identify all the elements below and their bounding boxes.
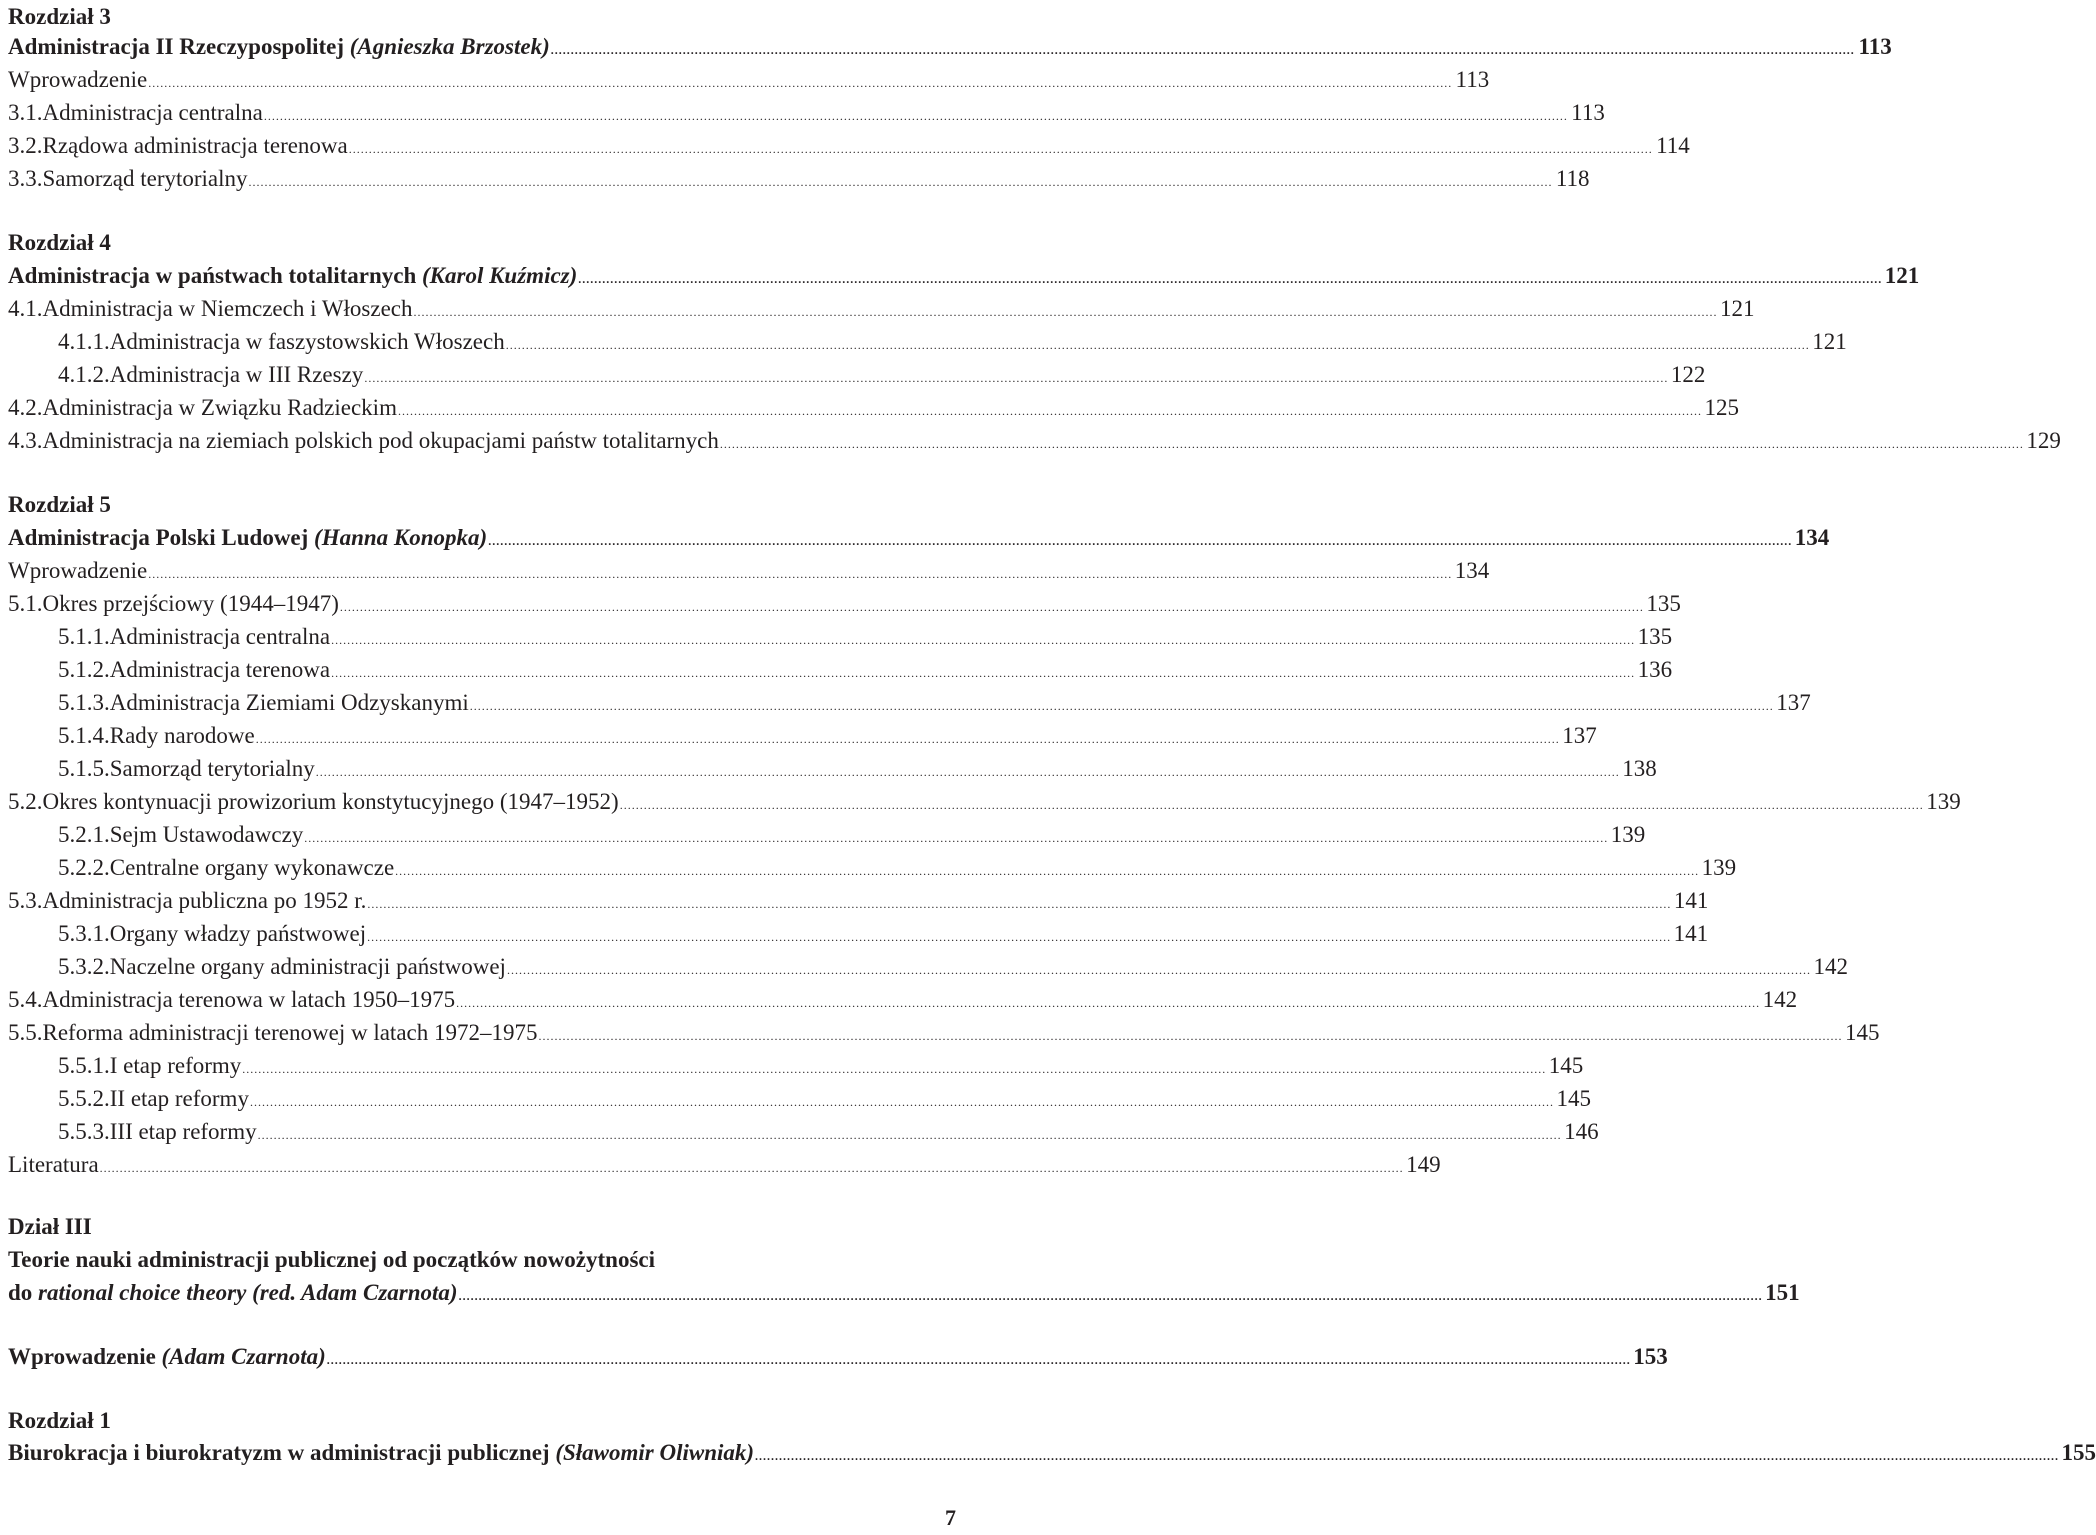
entry-author: (Sławomir Oliwniak) bbox=[555, 1440, 755, 1465]
toc-entry[interactable] bbox=[8, 587, 1681, 620]
toc-entry[interactable] bbox=[8, 884, 1709, 917]
toc-entry-bold[interactable] bbox=[8, 30, 1892, 63]
toc-entry-bold[interactable] bbox=[8, 1436, 2096, 1469]
entry-number: 4.2. bbox=[8, 395, 43, 420]
section-heading: Dział III bbox=[8, 1214, 92, 1239]
entry-page: 139 bbox=[1610, 822, 1646, 847]
entry-page: 114 bbox=[1656, 133, 1690, 158]
entry-page: 141 bbox=[1673, 888, 1709, 913]
dot-leader bbox=[720, 428, 2024, 461]
entry-title: Administracja publiczna po 1952 r. bbox=[42, 888, 367, 913]
entry-number: 5.1.1. bbox=[58, 624, 110, 649]
toc-entry-bold[interactable] bbox=[8, 521, 1830, 554]
entry-page: 121 bbox=[1884, 263, 1920, 288]
section-title: Teorie nauki administracji publicznej od początków nowożytności bbox=[8, 1247, 656, 1272]
entry-page: 137 bbox=[1776, 690, 1811, 715]
entry-title-text: Administracja w państwach totalitarnych bbox=[8, 263, 417, 288]
toc-entry[interactable] bbox=[58, 358, 1706, 391]
entry-title: Administracja na ziemiach polskich pod okupacjami państw totalitarnych bbox=[42, 428, 719, 453]
entry-number: 5.5.3. bbox=[58, 1119, 110, 1144]
entry-page: 151 bbox=[1765, 1280, 1800, 1305]
entry-title: Samorząd terytorialny bbox=[109, 756, 315, 781]
entry-page: 145 bbox=[1844, 1020, 1880, 1045]
entry-page: 113 bbox=[1858, 34, 1892, 59]
toc-entry[interactable] bbox=[58, 917, 1709, 950]
entry-title-text: do bbox=[8, 1280, 33, 1305]
toc-entry[interactable] bbox=[8, 785, 1961, 818]
entry-page: 129 bbox=[2026, 428, 2061, 453]
entry-page: 125 bbox=[1704, 395, 1739, 420]
entry-number: 4.3. bbox=[8, 428, 43, 453]
entry-title: Administracja terenowa w latach 1950–1975 bbox=[42, 987, 456, 1012]
entry-author: (Hanna Konopka) bbox=[314, 525, 488, 550]
entry-number: 5.2.2. bbox=[58, 855, 110, 880]
toc-entry[interactable] bbox=[8, 554, 1490, 587]
toc-entry[interactable] bbox=[8, 1148, 1441, 1181]
dot-leader bbox=[100, 1152, 1404, 1185]
toc-entry[interactable] bbox=[8, 391, 1739, 424]
entry-page: 118 bbox=[1555, 166, 1590, 191]
toc-entry[interactable] bbox=[8, 63, 1490, 96]
entry-title: Administracja w III Rzeszy bbox=[109, 362, 364, 387]
entry-page: 145 bbox=[1556, 1086, 1591, 1111]
entry-title bbox=[8, 1276, 458, 1309]
section-heading: Rozdział 1 bbox=[8, 1408, 111, 1433]
toc-entry[interactable] bbox=[8, 162, 1590, 195]
entry-number: 5.3. bbox=[8, 888, 43, 913]
entry-page: 113 bbox=[1571, 100, 1605, 125]
entry-title: Administracja Ziemiami Odzyskanymi bbox=[109, 690, 469, 715]
entry-title-text: Wprowadzenie bbox=[8, 1344, 156, 1369]
toc-entry[interactable] bbox=[8, 129, 1690, 162]
dot-leader bbox=[459, 1280, 1763, 1313]
entry-page: 146 bbox=[1564, 1119, 1599, 1144]
entry-page: 139 bbox=[1701, 855, 1737, 880]
toc-entry[interactable] bbox=[8, 983, 1798, 1016]
entry-title: Sejm Ustawodawczy bbox=[109, 822, 304, 847]
dot-leader bbox=[249, 166, 1553, 199]
dot-leader bbox=[755, 1440, 2059, 1473]
toc-entry[interactable] bbox=[58, 719, 1597, 752]
entry-page: 113 bbox=[1455, 67, 1490, 92]
entry-title: Organy władzy państwowej bbox=[109, 921, 367, 946]
entry-page: 139 bbox=[1926, 789, 1961, 814]
entry-page: 149 bbox=[1406, 1152, 1441, 1177]
dot-leader bbox=[327, 1344, 1631, 1377]
entry-author: (Agnieszka Brzostek) bbox=[349, 34, 550, 59]
entry-title: Literatura bbox=[8, 1152, 99, 1177]
entry-number: 5.4. bbox=[8, 987, 43, 1012]
entry-title-text: Administracja II Rzeczypospolitej bbox=[8, 34, 345, 59]
entry-title: II etap reformy bbox=[109, 1086, 249, 1111]
entry-number: 5.3.2. bbox=[58, 954, 110, 979]
entry-title: Okres przejściowy (1944–1947) bbox=[42, 591, 339, 616]
entry-title bbox=[8, 1340, 326, 1373]
entry-number: 5.1.4. bbox=[58, 723, 110, 748]
toc-entry-bold[interactable] bbox=[8, 1276, 1800, 1309]
entry-page: 138 bbox=[1622, 756, 1657, 781]
toc-entry[interactable] bbox=[58, 1115, 1599, 1148]
toc-entry-bold[interactable] bbox=[8, 1340, 1668, 1373]
entry-title bbox=[8, 521, 487, 554]
entry-title: Rady narodowe bbox=[109, 723, 255, 748]
entry-number: 3.3. bbox=[8, 166, 43, 191]
entry-number: 5.1.2. bbox=[58, 657, 110, 682]
entry-page: 135 bbox=[1646, 591, 1681, 616]
entry-title: Rządowa administracja terenowa bbox=[42, 133, 348, 158]
entry-title: Administracja centralna bbox=[109, 624, 331, 649]
entry-number: 4.1.1. bbox=[58, 329, 110, 354]
entry-page: 137 bbox=[1562, 723, 1597, 748]
entry-page: 142 bbox=[1813, 954, 1848, 979]
entry-title: Wprowadzenie bbox=[8, 67, 148, 92]
toc-entry[interactable] bbox=[58, 1082, 1591, 1115]
page-number: 7 bbox=[945, 1505, 956, 1530]
entry-number: 3.1. bbox=[8, 100, 43, 125]
toc-entry[interactable] bbox=[58, 686, 1811, 719]
entry-title: I etap reformy bbox=[109, 1053, 242, 1078]
entry-number: 5.5.1. bbox=[58, 1053, 110, 1078]
entry-title: Administracja terenowa bbox=[109, 657, 331, 682]
section-heading: Rozdział 4 bbox=[8, 230, 111, 255]
entry-number: 5.5.2. bbox=[58, 1086, 110, 1111]
entry-number: 3.2. bbox=[8, 133, 43, 158]
entry-number: 5.2.1. bbox=[58, 822, 110, 847]
section-heading: Rozdział 3 bbox=[8, 4, 111, 29]
entry-author: (Adam Czarnota) bbox=[161, 1344, 326, 1369]
entry-title: III etap reformy bbox=[109, 1119, 257, 1144]
toc-entry[interactable] bbox=[8, 96, 1605, 129]
entry-title: Administracja w Niemczech i Włoszech bbox=[42, 296, 413, 321]
entry-title: Naczelne organy administracji państwowej bbox=[109, 954, 506, 979]
entry-page: 121 bbox=[1812, 329, 1847, 354]
toc-entry[interactable] bbox=[58, 620, 1673, 653]
toc-entry[interactable] bbox=[8, 1016, 1880, 1049]
entry-page: 134 bbox=[1454, 558, 1490, 583]
toc-entry[interactable] bbox=[58, 1049, 1584, 1082]
toc-entry[interactable] bbox=[58, 752, 1657, 785]
entry-page: 136 bbox=[1637, 657, 1673, 682]
entry-number: 5.1. bbox=[8, 591, 43, 616]
entry-title bbox=[8, 1436, 754, 1469]
entry-title: Centralne organy wykonawcze bbox=[109, 855, 395, 880]
entry-page: 142 bbox=[1762, 987, 1798, 1012]
entry-page: 134 bbox=[1794, 525, 1830, 550]
entry-title-italic: rational choice theory (red. Adam Czarnota) bbox=[38, 1280, 458, 1305]
section-heading: Rozdział 5 bbox=[8, 492, 111, 517]
entry-number: 5.1.3. bbox=[58, 690, 110, 715]
entry-page: 155 bbox=[2061, 1440, 2096, 1465]
toc-entry[interactable] bbox=[58, 950, 1848, 983]
entry-number: 4.1. bbox=[8, 296, 43, 321]
entry-number: 5.1.5. bbox=[58, 756, 110, 781]
entry-page: 141 bbox=[1673, 921, 1709, 946]
toc-entry[interactable] bbox=[58, 851, 1737, 884]
toc-entry[interactable] bbox=[58, 325, 1847, 358]
entry-title: Administracja w Związku Radzieckim bbox=[42, 395, 397, 420]
entry-title-text: Biurokracja i biurokratyzm w administracji publicznej bbox=[8, 1440, 550, 1465]
entry-page: 122 bbox=[1670, 362, 1706, 387]
entry-title: Okres kontynuacji prowizorium konstytucyjnego (1947–1952) bbox=[42, 789, 619, 814]
toc-entry-bold[interactable] bbox=[8, 259, 1920, 292]
entry-number: 4.1.2. bbox=[58, 362, 110, 387]
entry-title: Wprowadzenie bbox=[8, 558, 148, 583]
toc-entry[interactable] bbox=[8, 424, 2061, 457]
entry-page: 121 bbox=[1720, 296, 1755, 321]
entry-number: 5.5. bbox=[8, 1020, 43, 1045]
toc-entry[interactable] bbox=[58, 818, 1646, 851]
toc-entry[interactable] bbox=[8, 292, 1755, 325]
entry-page: 145 bbox=[1548, 1053, 1584, 1078]
entry-title-text: Administracja Polski Ludowej bbox=[8, 525, 309, 550]
entry-title: Samorząd terytorialny bbox=[42, 166, 248, 191]
entry-page: 135 bbox=[1637, 624, 1673, 649]
entry-title: Administracja w faszystowskich Włoszech bbox=[109, 329, 505, 354]
entry-title: Reforma administracji terenowej w latach 1972–1975 bbox=[42, 1020, 538, 1045]
entry-title bbox=[8, 30, 550, 63]
toc-entry[interactable] bbox=[58, 653, 1673, 686]
entry-title: Administracja centralna bbox=[42, 100, 263, 125]
entry-author: (Karol Kuźmicz) bbox=[422, 263, 578, 288]
entry-number: 5.2. bbox=[8, 789, 43, 814]
entry-number: 5.3.1. bbox=[58, 921, 110, 946]
entry-page: 153 bbox=[1633, 1344, 1668, 1369]
entry-title bbox=[8, 259, 577, 292]
